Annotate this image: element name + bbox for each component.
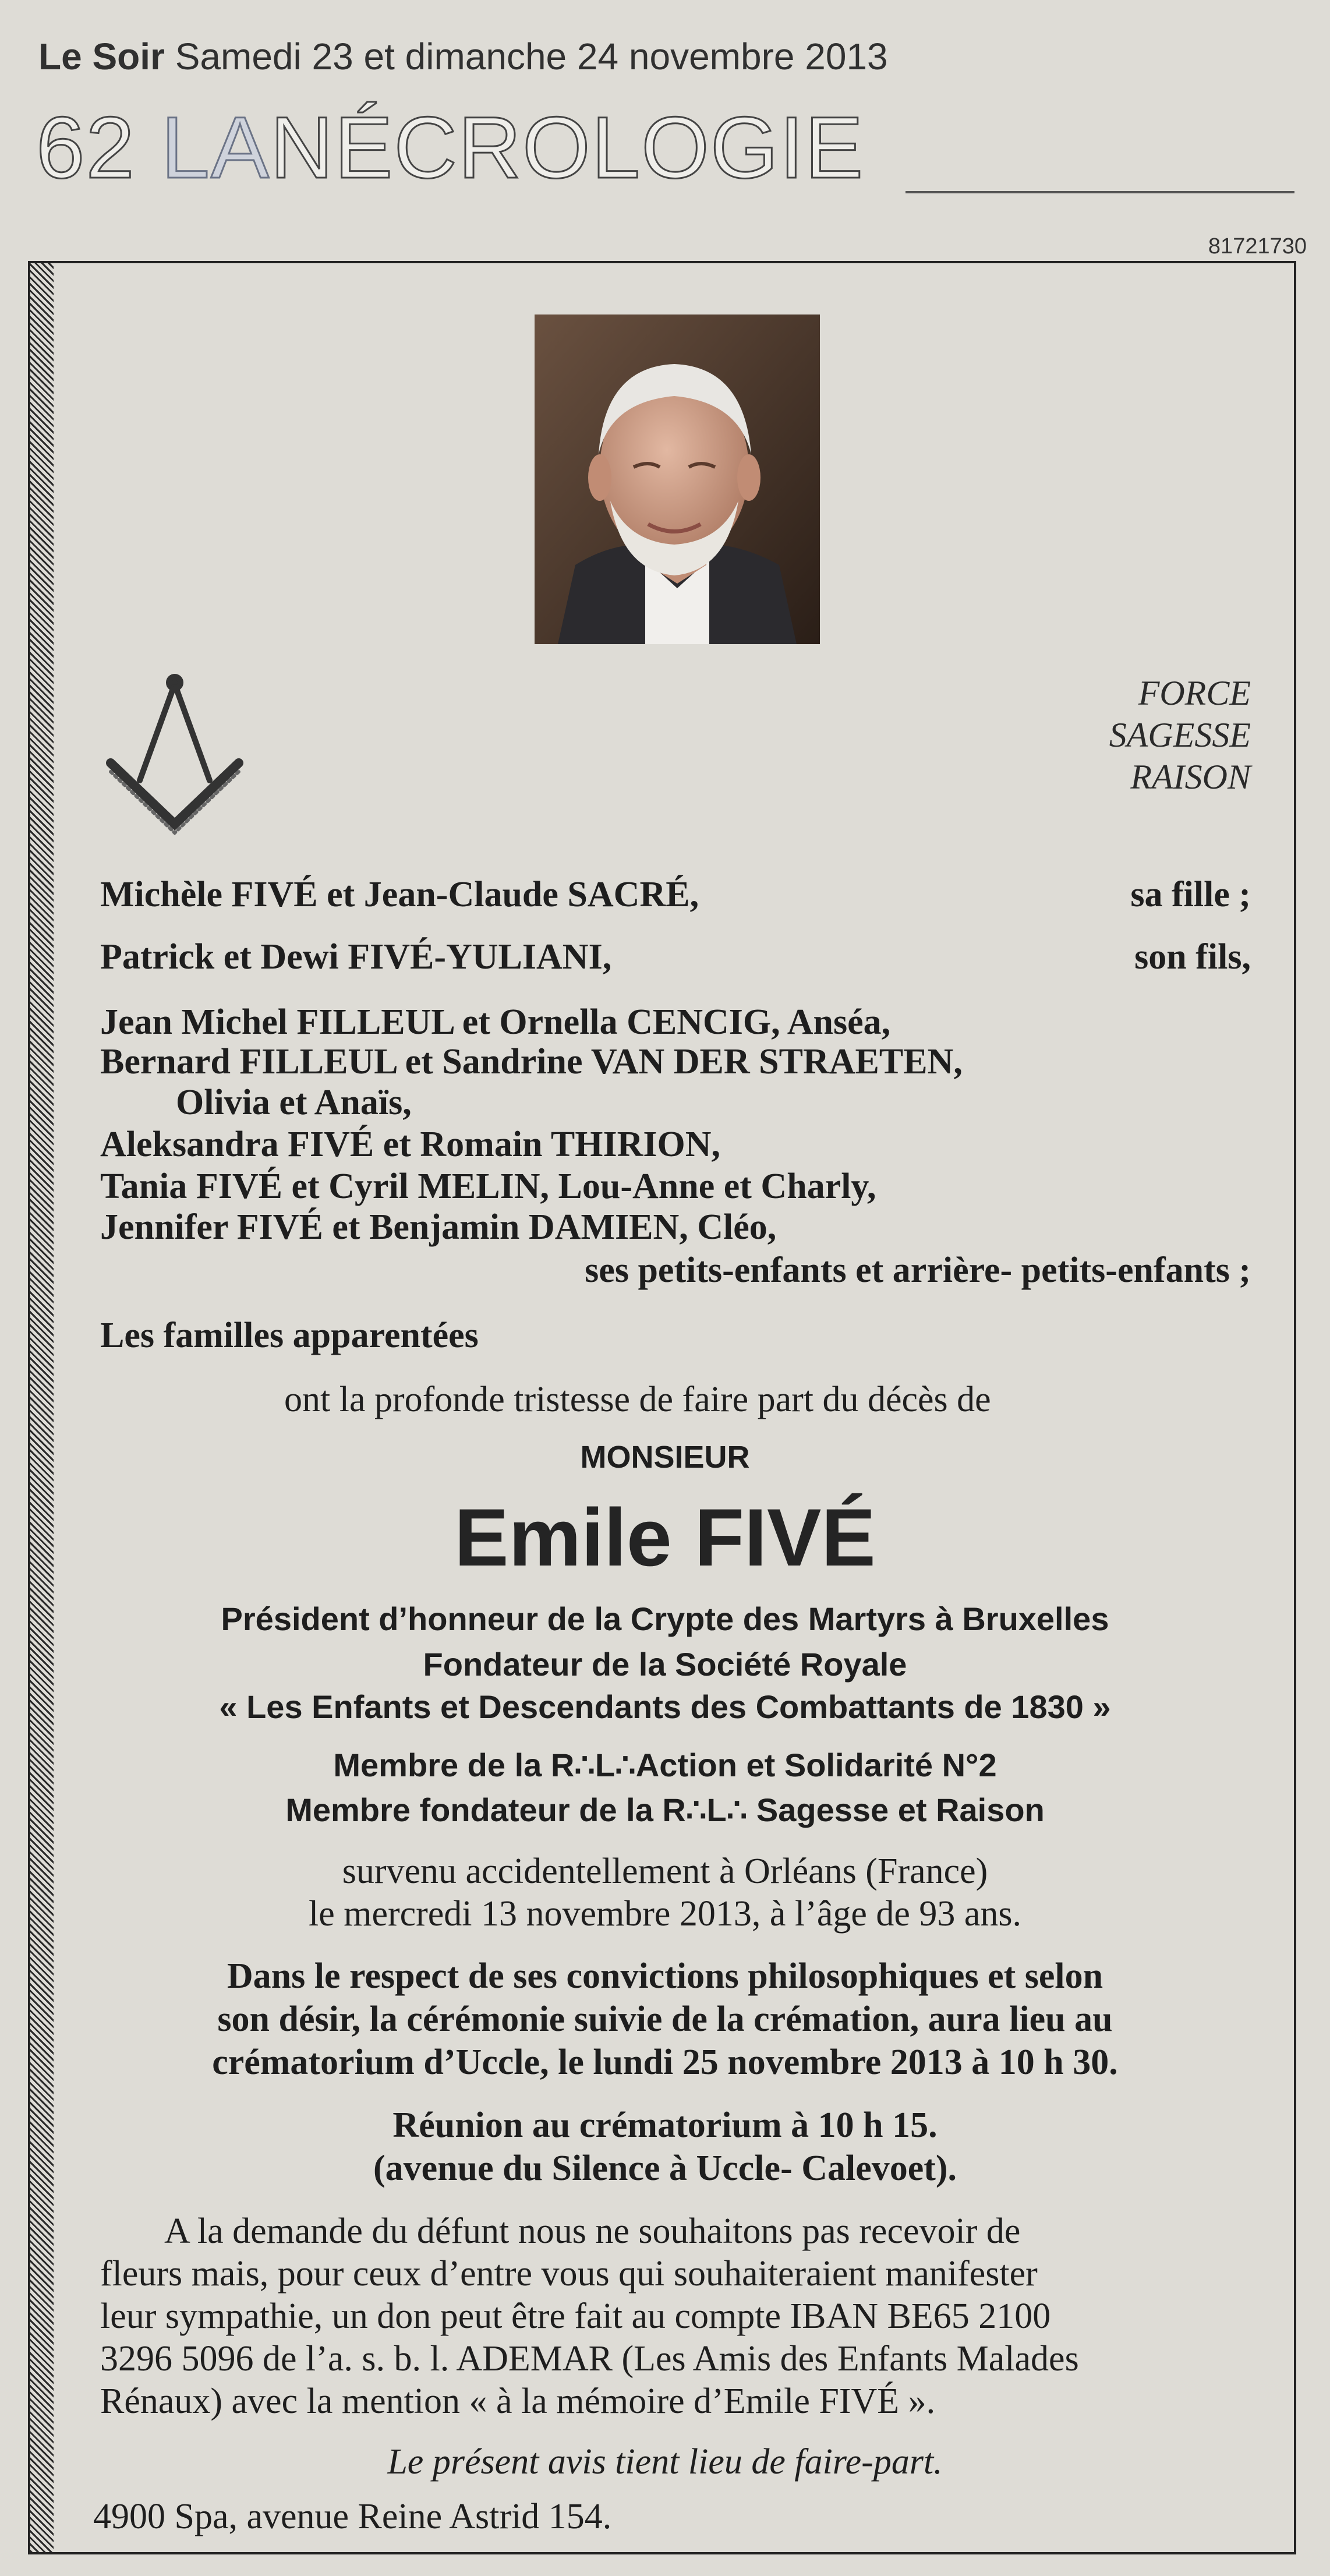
family-names: Michèle FIVÉ et Jean-Claude SACRÉ, — [100, 875, 699, 914]
donation-line: leur sympathie, un don peut être fait au compte IBAN BE65 2100 — [100, 2296, 1051, 2336]
family-relation: sa fille ; — [1130, 875, 1251, 914]
ceremony-line: Dans le respect de ses convictions philosophiques et selon — [227, 1956, 1103, 1996]
donation-line: A la demande du défunt nous ne souhaitons pas recevoir de — [164, 2211, 1021, 2251]
motto-line: RAISON — [1130, 758, 1251, 796]
relatives-line: Les familles apparentées — [100, 1316, 479, 1355]
meeting-line: Réunion au crématorium à 10 h 15. — [392, 2105, 938, 2145]
newspaper-name: Le Soir — [38, 36, 165, 77]
donation-line: fleurs mais, pour ceux d’entre vous qui souhaiteraient manifester — [100, 2254, 1038, 2294]
membership-line: Membre de la R∴L∴Action et Solidarité N°2 — [333, 1747, 997, 1783]
section-name: NÉCROLOGIE — [270, 98, 865, 196]
page-number: 62 — [36, 98, 136, 196]
deceased-name: Emile FIVÉ — [454, 1492, 876, 1583]
grandchild-line: Jennifer FIVÉ et Benjamin DAMIEN, Cléo, — [100, 1207, 777, 1247]
ceremony-line: son désir, la cérémonie suivie de la crémation, aura lieu au — [217, 1999, 1113, 2039]
motto — [1109, 672, 1251, 798]
grandchild-line: Tania FIVÉ et Cyril MELIN, Lou-Anne et Charly, — [100, 1167, 876, 1206]
membership-line: Membre fondateur de la R∴L∴ Sagesse et Raison — [285, 1791, 1045, 1828]
motto-line: SAGESSE — [1109, 716, 1251, 754]
portrait-illustration — [535, 315, 820, 644]
square-and-compass-icon — [99, 670, 250, 844]
masthead — [38, 35, 888, 78]
announcement-line: ont la profonde tristesse de faire part du décès de — [284, 1380, 991, 1419]
issue-date: Samedi 23 et dimanche 24 novembre 2013 — [175, 36, 888, 77]
honorific: MONSIEUR — [580, 1440, 750, 1475]
death-detail-line: survenu accidentellement à Orléans (France) — [342, 1851, 988, 1891]
header-rule — [905, 191, 1294, 193]
grandchild-line: Bernard FILLEUL et Sandrine VAN DER STRAETEN, — [100, 1042, 963, 1082]
title-line: « Les Enfants et Descendants des Combattants de 1830 » — [219, 1688, 1111, 1725]
section-prefix: LA — [161, 98, 271, 196]
donation-line: 3296 5096 de l’a. s. b. l. ADEMAR (Les Amis des Enfants Malades — [100, 2339, 1079, 2379]
portrait-photo — [535, 315, 820, 644]
address: 4900 Spa, avenue Reine Astrid 154. — [93, 2497, 612, 2536]
ad-reference: 81721730 — [1208, 234, 1307, 259]
motto-line: FORCE — [1138, 674, 1251, 712]
grandchild-line: Olivia et Anaïs, — [176, 1083, 412, 1122]
family-relation: son fils, — [1134, 937, 1251, 977]
ceremony-line: crématorium d’Uccle, le lundi 25 novembre 2013 à 10 h 30. — [212, 2043, 1118, 2082]
grandchild-line: Aleksandra FIVÉ et Romain THIRION, — [100, 1125, 721, 1164]
grandchildren-relation: ses petits-enfants et arrière- petits-enfants ; — [585, 1250, 1251, 1290]
grandchild-line: Jean Michel FILLEUL et Ornella CENCIG, Anséa, — [100, 1002, 891, 1042]
family-names: Patrick et Dewi FIVÉ-YULIANI, — [100, 937, 612, 977]
title-line: Fondateur de la Société Royale — [423, 1646, 907, 1683]
closing-note: Le présent avis tient lieu de faire-part. — [387, 2442, 943, 2482]
section-heading — [36, 98, 865, 196]
title-line: Président d’honneur de la Crypte des Martyrs à Bruxelles — [221, 1600, 1109, 1637]
frame-hatched-border — [30, 263, 54, 2552]
meeting-line: (avenue du Silence à Uccle- Calevoet). — [373, 2149, 957, 2188]
death-detail-line: le mercredi 13 novembre 2013, à l’âge de 93 ans. — [308, 1894, 1022, 1934]
donation-line: Rénaux) avec la mention « à la mémoire d’Emile FIVÉ ». — [100, 2381, 936, 2421]
